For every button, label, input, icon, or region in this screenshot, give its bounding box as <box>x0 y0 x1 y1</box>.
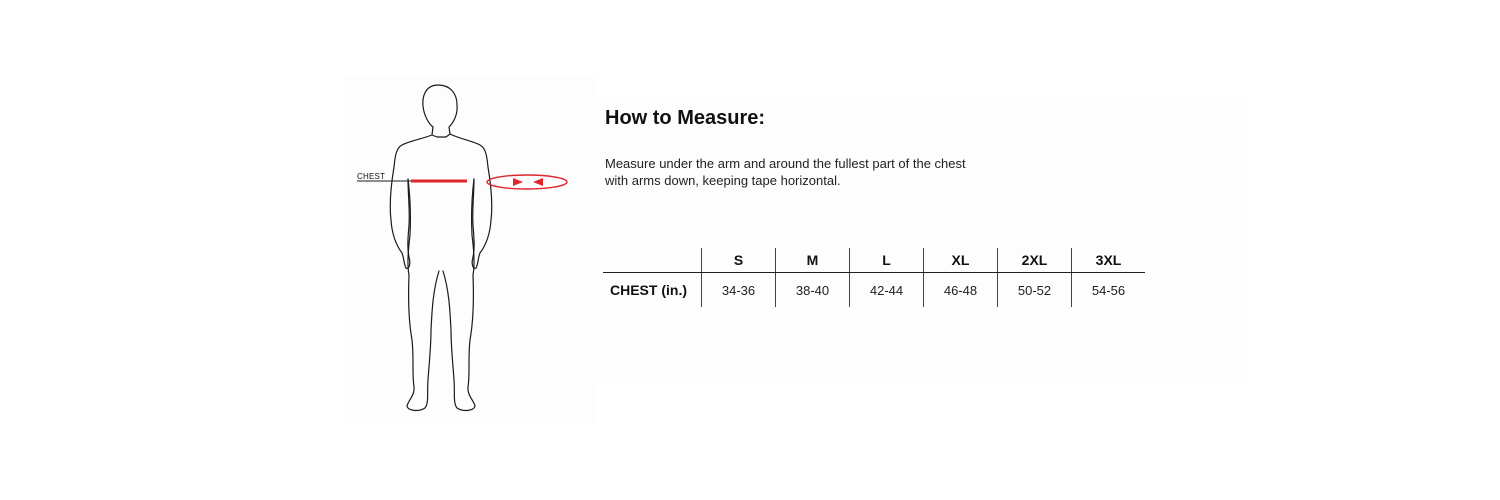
size-header-row <box>603 248 1145 273</box>
size-header-s: S <box>702 248 776 273</box>
table-row <box>603 273 1145 308</box>
table-cell: 42-44 <box>850 273 924 308</box>
measure-instructions <box>605 155 1025 189</box>
instruction-line-1: Measure under the arm and around the fullest part of the chest <box>605 156 966 171</box>
left-leg-outline <box>407 271 439 410</box>
size-header-3xl: 3XL <box>1072 248 1146 273</box>
size-header-m: M <box>776 248 850 273</box>
table-cell: 38-40 <box>776 273 850 308</box>
right-leg-outline <box>443 271 475 410</box>
text-panel <box>592 97 1247 385</box>
left-arm-outline <box>390 167 410 268</box>
head-outline <box>423 85 457 137</box>
table-cell: 54-56 <box>1072 273 1146 308</box>
size-header-xl: XL <box>924 248 998 273</box>
page-title: How to Measure: <box>605 107 766 129</box>
right-arm-outline <box>472 167 492 268</box>
shoulders-outline <box>394 135 432 167</box>
instruction-line-2: with arms down, keeping tape horizontal. <box>605 173 841 188</box>
tape-loop-icon <box>487 175 567 189</box>
table-cell: 34-36 <box>702 273 776 308</box>
size-header-2xl: 2XL <box>998 248 1072 273</box>
body-silhouette-illustration <box>345 75 595 425</box>
arrow-right-icon <box>513 178 523 186</box>
row-label-chest: CHEST (in.) <box>610 282 687 298</box>
table-cell: 50-52 <box>998 273 1072 308</box>
chest-label: CHEST <box>357 172 386 181</box>
table-cell: 46-48 <box>924 273 998 308</box>
size-chart-table <box>603 248 1145 307</box>
arrow-left-icon <box>533 178 543 186</box>
header-blank-cell <box>603 248 702 273</box>
size-header-l: L <box>850 248 924 273</box>
